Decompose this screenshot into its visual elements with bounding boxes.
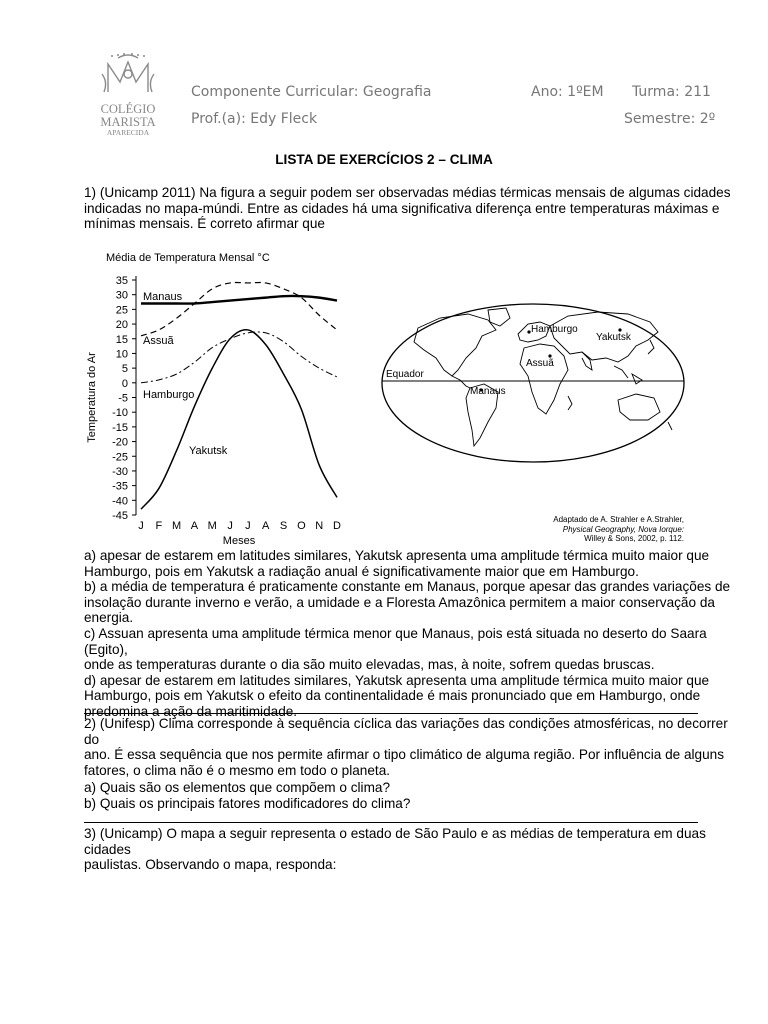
y-tick-label: 0 — [121, 377, 128, 390]
x-tick-label: M — [207, 520, 217, 532]
marista-monogram-icon — [78, 52, 178, 96]
q2-question: a) Quais são os elementos que compõem o clima? — [84, 780, 391, 795]
series-label-yakutsk: Yakutsk — [189, 445, 228, 457]
x-tick-label: N — [315, 520, 324, 532]
y-tick-label: 20 — [115, 319, 128, 332]
q1-option-line: Hamburgo, pois em Yakutsk a radiação anual é significativamente maior que em Hamburgo. — [84, 563, 639, 579]
q2-text-line: 2) (Unifesp) Clima corresponde à sequência cíclica das variações das condições atmosféricas, no decorrer do — [84, 716, 728, 747]
map-label-equador: Equador — [386, 369, 424, 380]
x-tick-label: F — [155, 520, 163, 532]
school-name: COLÉGIO MARISTA — [100, 102, 156, 129]
y-tick-label: -20 — [112, 436, 128, 449]
y-tick-label: -45 — [112, 510, 128, 522]
q1-option-line: d) apesar de estarem em latitudes similares, Yakutsk apresenta uma amplitude térmica muito maior que — [84, 672, 710, 688]
page-title: LISTA DE EXERCÍCIOS 2 – CLIMA — [275, 152, 493, 167]
x-tick-label: D — [333, 520, 341, 532]
q1-options — [84, 548, 744, 720]
y-tick-label: -25 — [112, 451, 128, 464]
q2-text-line: ano. É essa sequência que nos permite afirmar o tipo climático de alguma região. Por influência de alguns — [84, 747, 725, 763]
q3-text-line: paulistas. Observando o mapa, responda: — [84, 857, 337, 873]
y-tick-label: -5 — [118, 392, 128, 405]
y-tick-label: 25 — [115, 304, 128, 317]
y-tick-label: 15 — [115, 333, 128, 346]
source-line: Willey & Sons, 2002, p. 112. — [584, 534, 684, 543]
series-label-manaus: Manaus — [143, 291, 183, 303]
x-tick-label: A — [190, 520, 199, 532]
header-year: Ano: 1ºEM — [531, 84, 604, 100]
x-tick-label: J — [245, 520, 251, 532]
source-line: Adaptado de A. Strahler e A.Strahler, — [553, 515, 684, 524]
q3-text — [84, 826, 744, 873]
temperature-chart — [84, 246, 360, 546]
map-label-assua: Assuã — [526, 358, 554, 369]
temperature-chart-svg — [84, 246, 360, 546]
x-tick-label: S — [279, 520, 288, 532]
x-axis-label: Meses — [222, 535, 256, 546]
q2-text-line: fatores, o clima não é o mesmo em todo o planeta. — [84, 762, 391, 778]
world-map — [378, 300, 688, 466]
y-tick-label: 30 — [115, 289, 128, 302]
header-class: Turma: 211 — [632, 84, 711, 100]
q1-option-line: predomina a ação da maritimidade. — [84, 703, 298, 719]
series-label-hamburgo: Hamburgo — [143, 389, 195, 401]
q1-option-line: a) apesar de estarem em latitudes similares, Yakutsk apresenta uma amplitude térmica muito maior que — [84, 548, 710, 563]
map-label-manaus: Manaus — [470, 386, 506, 397]
map-label-hamburgo: Hamburgo — [531, 324, 578, 335]
y-tick-label: 10 — [115, 348, 128, 361]
map-label-yakutsk: Yakutsk — [596, 332, 631, 343]
q1-option-line: b) a média de temperatura é praticamente constante em Manaus, porque apesar das grandes variações de — [84, 579, 731, 595]
q1-intro-line: mínimas mensais. É correto afirmar que — [84, 216, 325, 232]
y-axis-label: Temperatura do Ar — [86, 352, 98, 443]
q1-option-line: Hamburgo, pois em Yakutsk o efeito da continentalidade é mais pronunciado que em Hamburgo, onde — [84, 688, 701, 704]
header-component: Componente Curricular: Geografia — [191, 84, 432, 100]
x-tick-label: M — [172, 520, 182, 532]
q1-option-line: onde as temperaturas durante o dia são muito elevadas, mas, à noite, sofrem quedas bruscas. — [84, 657, 655, 673]
y-tick-label: -10 — [112, 407, 128, 420]
y-tick-label: 5 — [121, 363, 128, 376]
x-tick-label: A — [262, 520, 270, 532]
q3-text-line: 3) (Unicamp) O mapa a seguir representa o estado de São Paulo e as médias de temperatura em duas cidades — [84, 826, 706, 857]
y-tick-label: -35 — [112, 480, 128, 493]
header-teacher: Prof.(a): Edy Fleck — [191, 111, 318, 127]
school-logo — [78, 52, 178, 137]
q2-text — [84, 716, 744, 778]
q1-intro-line: 1) (Unicamp 2011) Na figura a seguir podem ser observadas médias térmicas mensais de algumas cidades — [84, 185, 731, 200]
figure-source — [500, 515, 684, 544]
x-tick-label: O — [297, 520, 306, 532]
series-line-yakutsk — [141, 330, 337, 509]
q2-question: b) Quais os principais fatores modificadores do clima? — [84, 795, 411, 811]
x-tick-label: J — [138, 520, 144, 532]
header-semester: Semestre: 2º — [624, 111, 716, 127]
y-tick-label: 35 — [115, 275, 128, 287]
x-tick-label: J — [227, 520, 233, 532]
q1-option-line: c) Assuan apresenta uma amplitude térmica menor que Manaus, pois está situada no deserto do Saara (Egito), — [84, 625, 707, 657]
q2-questions — [84, 780, 744, 811]
q1-option-line: insolação durante inverno e verão, a umidade e a Floresta Amazônica permitem a maior conservação da — [84, 594, 715, 610]
source-line: Physical Geography, Nova Iorque: — [562, 524, 684, 534]
q1-intro — [84, 185, 744, 232]
q1-intro-line: indicadas no mapa-múndi. Entre as cidades há uma significativa diferença entre temperaturas máximas e — [84, 200, 720, 216]
q1-option-line: energia. — [84, 610, 134, 626]
separator-line — [84, 822, 698, 823]
school-subtitle: APARECIDA — [106, 128, 150, 137]
chart-title: Média de Temperatura Mensal °C — [106, 252, 270, 264]
separator-line — [84, 713, 698, 714]
y-tick-label: -15 — [112, 421, 128, 434]
y-tick-label: -30 — [112, 465, 128, 478]
y-tick-label: -40 — [112, 495, 128, 508]
series-label-assu: Assuã — [143, 335, 174, 347]
